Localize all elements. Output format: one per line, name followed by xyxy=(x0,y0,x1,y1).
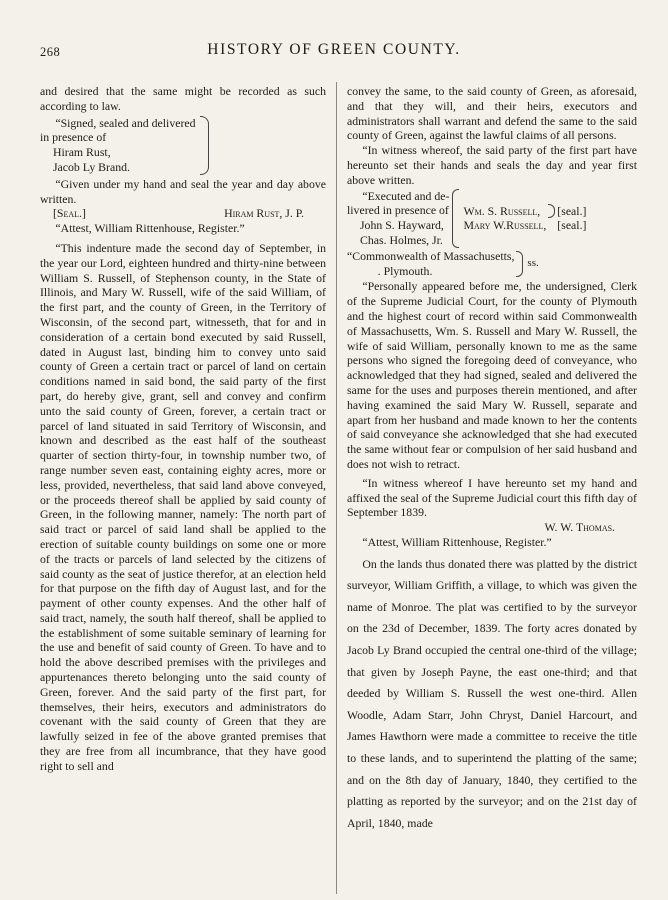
paragraph: “In witness whereof, the said party of the first part have hereunto set their hands and seals the day and year first above written. xyxy=(347,143,637,187)
exec-line: “Executed and de- xyxy=(362,188,450,203)
paragraph: “Given under my hand and seal the year and day above written. xyxy=(40,176,326,206)
signed-line: in presence of xyxy=(40,130,107,145)
seal-mark: [seal.] xyxy=(557,203,587,218)
running-title: HISTORY OF GREEN COUNTY. xyxy=(207,41,461,58)
brace xyxy=(516,251,523,277)
grantor-name: Mary W.Russell, xyxy=(463,218,547,233)
seal-mark: [Seal.] xyxy=(52,206,86,221)
column-divider xyxy=(336,82,337,894)
execution-block xyxy=(347,189,637,248)
attest-line: “Attest, William Rittenhouse, Register.” xyxy=(55,221,245,236)
witness-name: Hiram Rust, xyxy=(52,145,111,160)
seal-signature-line xyxy=(40,206,326,221)
grantor-name: Wm. S. Russell, xyxy=(463,203,541,218)
brace xyxy=(452,189,459,248)
paragraph: “In witness whereof I have hereunto set my hand and affixed the seal of the Supreme Judicial court this fifth day of September 1839. xyxy=(347,475,637,520)
clerk-signature: W. W. Thomas. xyxy=(544,520,615,535)
ss-mark: ss. xyxy=(527,257,539,270)
paragraph: and desired that the same might be recorded as such according to law. xyxy=(40,84,326,113)
signature-block xyxy=(40,116,326,175)
witness-name: Chas. Holmes, Jr. xyxy=(359,232,443,247)
brace xyxy=(200,116,209,175)
paragraph: “Personally appeared before me, the undersigned, Clerk of the Supreme Judicial Court, for the county of Plymouth and the highest court of record within said Commonwealth of Massachusetts, Wm. S. Russell and Mary W. Russell, the wife of said William, personally known to me as the same persons who signed the foregoing deed of conveyance, who acknowledged that they had signed, sealed and delivered the same for the uses and purposes therein mentioned, and after having examined the said Mary W. Russell, separate and apart from her husband and made known to her the contents of said conveyance she acknowledged that she had executed the same without fear or compulsion of her said husband and does not wish to retract. xyxy=(347,279,637,471)
page-number: 268 xyxy=(40,45,61,59)
seal-mark: [seal.] xyxy=(557,218,587,233)
witness-name: John S. Hayward, xyxy=(359,218,444,233)
venue-line: “Commonwealth of Massachusetts, xyxy=(347,248,515,263)
exec-line: livered in presence of xyxy=(347,203,449,218)
right-column xyxy=(347,84,637,834)
paragraph: On the lands thus donated there was platted by the district surveyor, William Griffith, a village, to which was given the name of Monroe. The plat was certified to by the surveyor on the 23d of December, 1839. The forty acres donated by Jacob Ly Brand occupied the central one-third of the village; that given by Joseph Payne, the east one-third; and that deeded by William S. Russell the west one-third. Allen Woodle, Adam Starr, John Chryst, Daniel Harcourt, and James Hawthorn were made a committee to receive the title to these lands, and to superintend the platting of the same; and on the 8th day of January, 1840, they certified to the platting as reported by the surveyor; and on the 21st day of April, 1840, made xyxy=(347,556,637,830)
paragraph: convey the same, to the said county of Green, as aforesaid, and that they will, and their heirs, executors and administrators shall warrant and defend the same to the said county of Green, against the lawful claims of all persons. xyxy=(347,84,637,143)
justice-signature: Hiram Rust, J. P. xyxy=(224,206,304,221)
paragraph: “This indenture made the second day of September, in the year our Lord, eighteen hundred and thirty-nine between William S. Russell, of Stephenson county, in the State of Illinois, and Mary W. Russell, wife of the said William, of the first part, and the county of Green, in the Territory of Wisconsin, of the second part, witnesseth, that for and in consideration of a certain bond executed by said Russell, dated in August last, binding him to convey unto said county of Green a certain tract or parcel of land on certain conditions named in said bond, the said party of the first part, do hereby give, grant, sell and convey and confirm unto the said county of Green, forever, a certain tract or parcel of land situated in said Territory of Wisconsin, and known and described as the east half of the southeast quarter of section thirty-four, in township number two, of range number seven east, containing eighty acres, more or less, provided, nevertheless, that said land above conveyed, or the proceeds thereof shall be applied by said county of Green, in the following manner, namely: The north part of said tract or parcel of said land shall be applied to the erection of suitable county buildings on some one or more of the tracts or parcels of land selected by the citizens of said county as the seat of justice therefor, at an election held for that purpose on the fifth day of August last, and for the payment of other county expenses. And the other half of said tract, namely, the south half thereof, shall be applied to the establishment of some suitable seminary of learning for the use and benefit of said county of Green. To have and to hold the above described premises with the privileges and appurtenances thereto belonging unto the said county of Green, forever. And the said party of the first part, for themselves, their heirs, executors and administrators do covenant with the said county of Green that they are lawfully seized in fee of the above granted premises that they are free from all incumbrance, that they have good right to sell and xyxy=(40,240,326,773)
signed-line: “Signed, sealed and delivered xyxy=(55,115,196,130)
venue-line: . Plymouth. xyxy=(377,263,433,278)
venue-block xyxy=(347,249,637,279)
left-column xyxy=(40,84,326,774)
attest-line: “Attest, William Rittenhouse, Register.” xyxy=(362,534,552,549)
brace xyxy=(548,204,555,218)
witness-name: Jacob Ly Brand. xyxy=(52,159,130,174)
